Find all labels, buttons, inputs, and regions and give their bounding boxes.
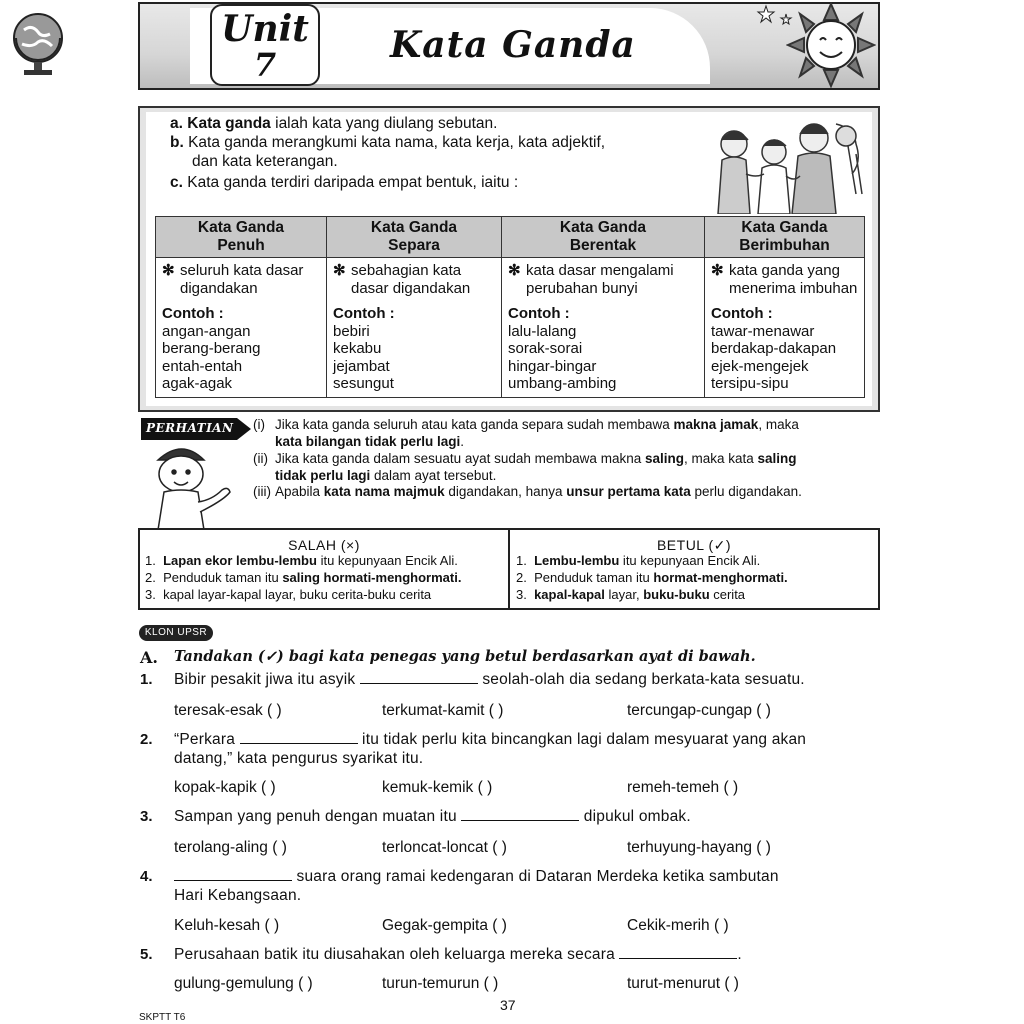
question-text: “Perkara itu tidak perlu kita bincangkan lagi dalam mesyuarat yang akan xyxy=(174,731,807,748)
answer-option[interactable]: terolang-aling ( ) xyxy=(174,839,287,856)
table-header xyxy=(327,217,502,258)
definition-marker: c. xyxy=(170,174,183,191)
table-cell xyxy=(327,258,502,398)
salah-item: 3. kapal layar-kapal layar, buku cerita-buku cerita xyxy=(145,587,432,602)
note-index: (ii) xyxy=(253,451,268,466)
type-description: kata dasar mengalami perubahan bunyi xyxy=(526,262,674,297)
contoh-heading: Contoh : xyxy=(508,305,570,322)
answer-blank[interactable] xyxy=(360,669,478,684)
note-3: (iii) Apabila kata nama majmuk digandakan, hanya unsur pertama kata perlu digandakan. xyxy=(253,484,802,499)
example-word: sorak-sorai xyxy=(508,340,583,357)
question-text: suara orang ramai kedengaran di Dataran Merdeka ketika sambutan xyxy=(174,866,779,887)
answer-option[interactable]: Keluh-kesah ( ) xyxy=(174,917,280,934)
klon-upsr-badge: KLON UPSR xyxy=(139,625,213,641)
definition-b-cont xyxy=(192,153,338,171)
answer-option[interactable]: turut-menurut ( ) xyxy=(627,975,739,992)
example-word: kekabu xyxy=(333,340,382,357)
footer-code: SKPTT T6 xyxy=(139,1012,186,1023)
header-line: Separa xyxy=(388,237,440,254)
page-title: Kata Ganda xyxy=(390,24,636,66)
answer-option[interactable]: turun-temurun ( ) xyxy=(382,975,499,992)
globe-icon xyxy=(6,8,70,78)
table-header-row xyxy=(156,217,865,258)
example-word: sesungut xyxy=(333,375,394,392)
example-word: ejek-mengejek xyxy=(711,357,809,375)
section-instruction: Tandakan (✓) bagi kata penegas yang betul berdasarkan ayat di bawah. xyxy=(174,648,756,665)
example-word: berang-berang xyxy=(162,340,261,357)
answer-option[interactable]: Gegak-gempita ( ) xyxy=(382,917,507,934)
definition-term: Kata ganda xyxy=(187,115,271,132)
question-text-line2: Hari Kebangsaan. xyxy=(174,887,302,904)
note-index: (i) xyxy=(253,417,265,432)
header-line: Penuh xyxy=(217,237,265,254)
answer-option[interactable]: Cekik-merih ( ) xyxy=(627,917,729,934)
boy-illustration xyxy=(150,438,240,530)
note-continuation: kata bilangan tidak perlu lagi. xyxy=(275,433,465,449)
section-letter: A. xyxy=(140,648,158,667)
question-text: Perusahaan batik itu diusahakan oleh keluarga mereka secara . xyxy=(174,946,742,963)
note-continuation: tidak perlu lagi dalam ayat tersebut. xyxy=(275,467,497,483)
stars-icon xyxy=(756,4,796,34)
type-description: kata ganda yang menerima imbuhan xyxy=(729,262,858,297)
table-header xyxy=(502,217,705,258)
example-word: umbang-ambing xyxy=(508,375,617,392)
question-number: 3. xyxy=(140,808,153,825)
question-number: 4. xyxy=(140,868,153,885)
unit-number: 7 xyxy=(253,46,277,84)
contoh-heading: Contoh : xyxy=(711,305,773,322)
answer-blank[interactable] xyxy=(619,944,737,959)
note-index: (iii) xyxy=(253,484,271,499)
asterisk-icon: ✻ xyxy=(508,262,521,279)
table-row xyxy=(156,258,865,398)
betul-heading: BETUL (✓) xyxy=(656,537,732,553)
betul-item: 1. Lembu-lembu itu kepunyaan Encik Ali. xyxy=(516,553,761,568)
definition-text: ialah kata yang diulang sebutan. xyxy=(270,115,498,132)
header-line: Berimbuhan xyxy=(739,237,830,254)
type-description: seluruh kata dasar digandakan xyxy=(180,262,304,297)
header-line: Berentak xyxy=(569,237,637,254)
example-word: angan-angan xyxy=(162,322,251,340)
example-word: agak-agak xyxy=(162,375,233,392)
answer-option[interactable]: remeh-temeh ( ) xyxy=(627,779,739,796)
answer-blank[interactable] xyxy=(240,729,358,744)
betul-item: 2. Penduduk taman itu hormat-menghormati. xyxy=(516,570,788,585)
answer-option[interactable]: gulung-gemulung ( ) xyxy=(174,975,313,992)
asterisk-icon: ✻ xyxy=(162,262,175,279)
table-header xyxy=(156,217,327,258)
answer-option[interactable]: tercungap-cungap ( ) xyxy=(627,702,771,719)
table-cell xyxy=(502,258,705,398)
definition-text: Kata ganda merangkumi kata nama, kata kerja, kata adjektif, xyxy=(188,134,606,151)
header-line: Kata Ganda xyxy=(197,219,285,236)
note-2: (ii) Jika kata ganda dalam sesuatu ayat sudah membawa makna saling, maka kata saling tidak perlu lagi dalam ayat tersebut. xyxy=(253,451,873,484)
definition-text: Kata ganda terdiri daripada empat bentuk, iaitu : xyxy=(187,174,519,191)
answer-blank[interactable] xyxy=(461,806,579,821)
betul-item: 3. kapal-kapal layar, buku-buku cerita xyxy=(516,587,746,602)
salah-item: 1. Lapan ekor lembu-lembu itu kepunyaan Encik Ali. xyxy=(145,553,458,568)
example-word: jejambat xyxy=(333,357,390,375)
asterisk-icon: ✻ xyxy=(333,262,346,279)
definition-a xyxy=(170,115,497,133)
answer-option[interactable]: kemuk-kemik ( ) xyxy=(382,779,493,796)
header-line: Kata Ganda xyxy=(741,219,828,236)
definition-b xyxy=(170,134,605,152)
example-word: berdakap-dakapan xyxy=(711,340,837,357)
question-number: 2. xyxy=(140,731,153,748)
example-word: tawar-menawar xyxy=(711,322,815,340)
contoh-heading: Contoh : xyxy=(333,305,395,322)
contoh-heading: Contoh : xyxy=(162,305,224,322)
page-number: 37 xyxy=(500,997,516,1013)
example-word: hingar-bingar xyxy=(508,357,597,375)
type-description: sebahagian kata dasar digandakan xyxy=(351,262,471,297)
salah-item: 2. Penduduk taman itu saling hormati-menghormati. xyxy=(145,570,462,585)
answer-option[interactable]: terhuyung-hayang ( ) xyxy=(627,839,771,856)
salah-heading: SALAH (×) xyxy=(288,537,360,553)
header-line: Kata Ganda xyxy=(559,219,647,236)
table-cell xyxy=(705,258,865,398)
definition-c xyxy=(170,174,518,192)
answer-option[interactable]: kopak-kapik ( ) xyxy=(174,779,276,796)
sun-icon xyxy=(786,2,876,88)
unit-word: Unit xyxy=(221,8,309,50)
definition-text: dan kata keterangan. xyxy=(192,153,338,170)
question-number: 5. xyxy=(140,946,153,963)
note-1: (i) Jika kata ganda seluruh atau kata ganda separa sudah membawa makna jamak, maka kata bilangan tidak perlu lagi. xyxy=(253,417,873,450)
question-text: Sampan yang penuh dengan muatan itu dipukul ombak. xyxy=(174,808,691,825)
perhatian-label: PERHATIAN xyxy=(146,421,234,435)
answer-option[interactable]: terloncat-loncat ( ) xyxy=(382,839,507,856)
asterisk-icon: ✻ xyxy=(711,262,724,279)
example-word: lalu-lalang xyxy=(508,322,577,340)
question-text-line2: datang,” kata pengurus syarikat itu. xyxy=(174,750,424,767)
unit-label-box xyxy=(210,4,320,86)
example-word: entah-entah xyxy=(162,357,243,375)
question-text: Bibir pesakit jiwa itu asyik seolah-olah dia sedang berkata-kata sesuatu. xyxy=(174,671,805,688)
answer-option[interactable]: terkumat-kamit ( ) xyxy=(382,702,504,719)
question-number: 1. xyxy=(140,671,153,688)
definition-marker: a. xyxy=(170,115,183,132)
definition-marker: b. xyxy=(170,134,184,151)
answer-blank[interactable] xyxy=(174,866,292,881)
children-illustration xyxy=(706,114,872,214)
header-line: Kata Ganda xyxy=(370,219,458,236)
table-header xyxy=(705,217,865,258)
table-cell xyxy=(156,258,327,398)
answer-option[interactable]: teresak-esak ( ) xyxy=(174,702,282,719)
example-word: tersipu-sipu xyxy=(711,375,789,392)
kata-ganda-types-table xyxy=(155,216,865,398)
example-word: bebiri xyxy=(333,322,370,340)
